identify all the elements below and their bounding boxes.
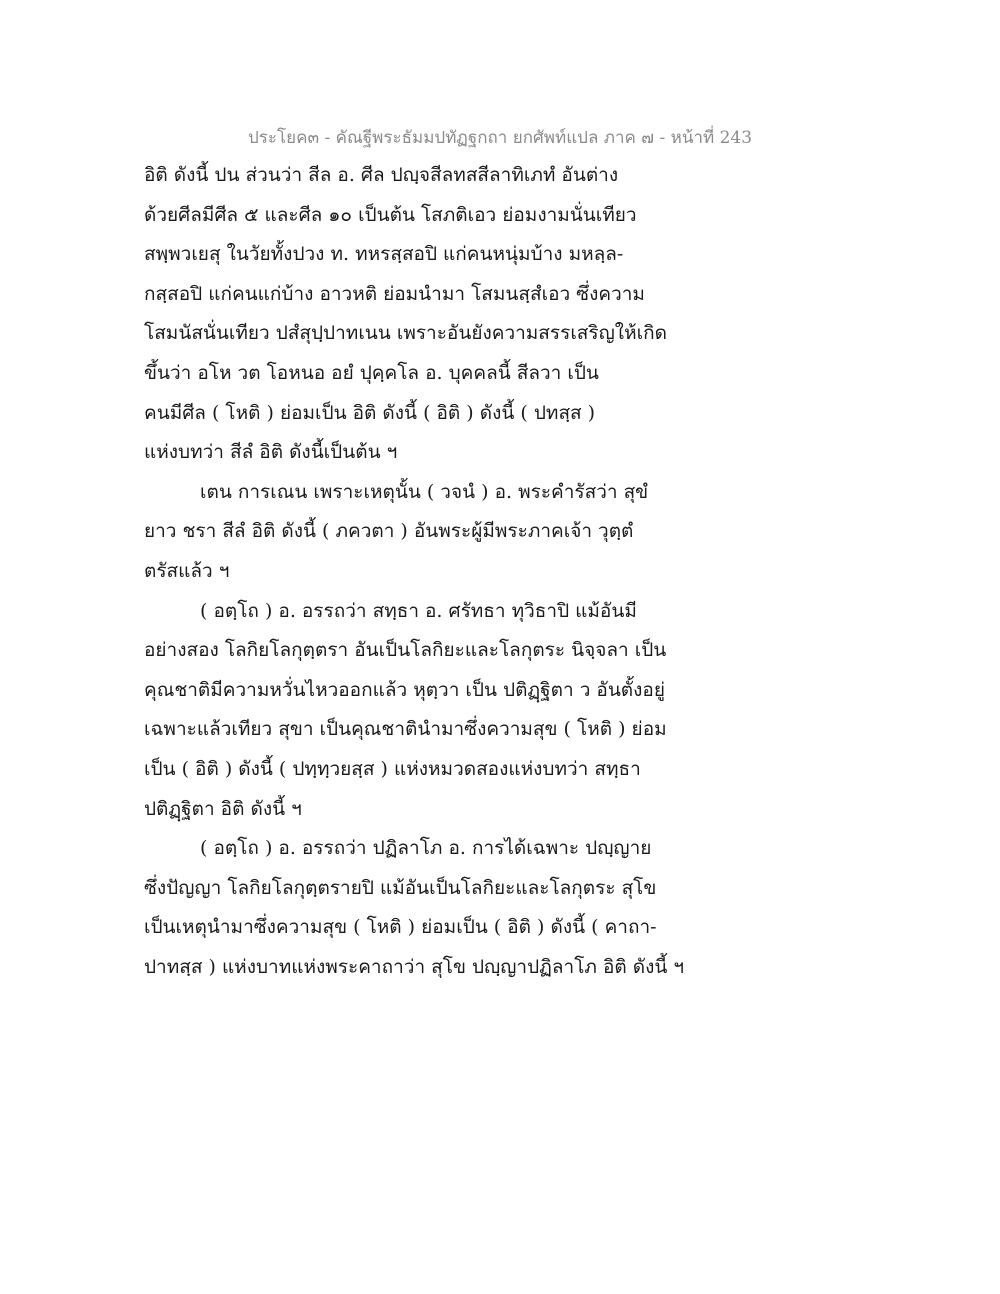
text-line: ขึ้นว่า อโห วต โอหนอ อยํ ปุคฺคโล อ. บุคคลนี้ สีลวา เป็น — [144, 361, 599, 384]
paragraph — [144, 477, 864, 596]
text-line: คนมีศีล ( โหติ ) ย่อมเป็น อิติ ดังนี้ ( อิติ ) ดังนี้ ( ปทสฺส ) — [144, 401, 596, 424]
text-line: เฉพาะแล้วเทียว สุขา เป็นคุณชาตินำมาซึ่งความสุข ( โหติ ) ย่อม — [144, 718, 667, 741]
paragraph — [144, 833, 864, 991]
text-line: อิติ ดังนี้ ปน ส่วนว่า สีล อ. ศีล ปญฺจสีลทสสีลาทิเภทํ อันต่าง — [144, 164, 619, 186]
text-line: ด้วยศีลมีศีล ๕ และศีล ๑๐ เป็นต้น โสภติเอว ย่อมงามนั่นเทียว — [144, 203, 637, 226]
text-line: ( อตฺโถ ) อ. อรรถว่า ปฏิลาโภ อ. การได้เฉพาะ ปญฺญาย — [200, 837, 652, 860]
text-line: ( อตฺโถ ) อ. อรรถว่า สทฺธา อ. ศรัทธา ทุวิธาปิ แม้อันมี — [200, 599, 637, 622]
text-line: เตน การเณน เพราะเหตุนั้น ( วจนํ ) อ. พระคำรัสว่า สุขํ — [200, 480, 649, 503]
text-line: ยาว ชรา สีลํ อิติ ดังนี้ ( ภควตา ) อันพระผู้มีพระภาคเจ้า วุตฺตํ — [144, 520, 634, 543]
text-line: เป็น ( อิติ ) ดังนี้ ( ปทฺทฺวยสฺส ) แห่งหมวดสองแห่งบทว่า สทฺธา — [144, 757, 641, 780]
text-line: ตรัสแล้ว ฯ — [144, 559, 230, 582]
running-header-text: ประโยค๓ - คัณฐีพระธัมมปทัฏฐกถา ยกศัพท์แปล ภาค ๗ - หน้าที่ 243 — [247, 128, 753, 148]
page-body — [144, 160, 864, 991]
paragraph — [144, 160, 864, 477]
paragraph — [144, 596, 864, 834]
text-line: ซึ่งปัญญา โลกิยโลกุตฺตรายปิ แม้อันเป็นโลกิยะและโลกุตระ สุโข — [144, 876, 657, 899]
text-line: อย่างสอง โลกิยโลกุตฺตรา อันเป็นโลกิยะและโลกุตระ นิจฺจลา เป็น — [144, 639, 667, 662]
text-line: แห่งบทว่า สีลํ อิติ ดังนี้เป็นต้น ฯ — [144, 441, 398, 464]
text-line: คุณชาติมีความหวั่นไหวออกแล้ว หุตฺวา เป็น ปติฏฺฐิตา ว อันตั้งอยู่ — [144, 678, 665, 701]
text-line: ปาทสฺส ) แห่งบาทแห่งพระคาถาว่า สุโข ปญฺญาปฏิลาโภ อิติ ดังนี้ ฯ — [144, 955, 685, 978]
text-line: กสฺสอปิ แก่คนแก่บ้าง อาวหติ ย่อมนำมา โสมนสฺสํเอว ซึ่งความ — [144, 282, 645, 305]
text-line: โสมนัสนั่นเทียว ปสํสุปฺปาทเนน เพราะอันยังความสรรเสริญให้เกิด — [144, 322, 667, 345]
text-line: เป็นเหตุนำมาซึ่งความสุข ( โหติ ) ย่อมเป็น ( อิติ ) ดังนี้ ( คาถา- — [144, 916, 657, 939]
text-line: สพฺพวเยสุ ในวัยทั้งปวง ท. ทหรสฺสอปิ แก่คนหนุ่มบ้าง มหลฺล- — [144, 243, 624, 266]
text-line: ปติฏฺฐิตา อิติ ดังนี้ ฯ — [144, 797, 302, 820]
page-header — [0, 124, 1000, 151]
